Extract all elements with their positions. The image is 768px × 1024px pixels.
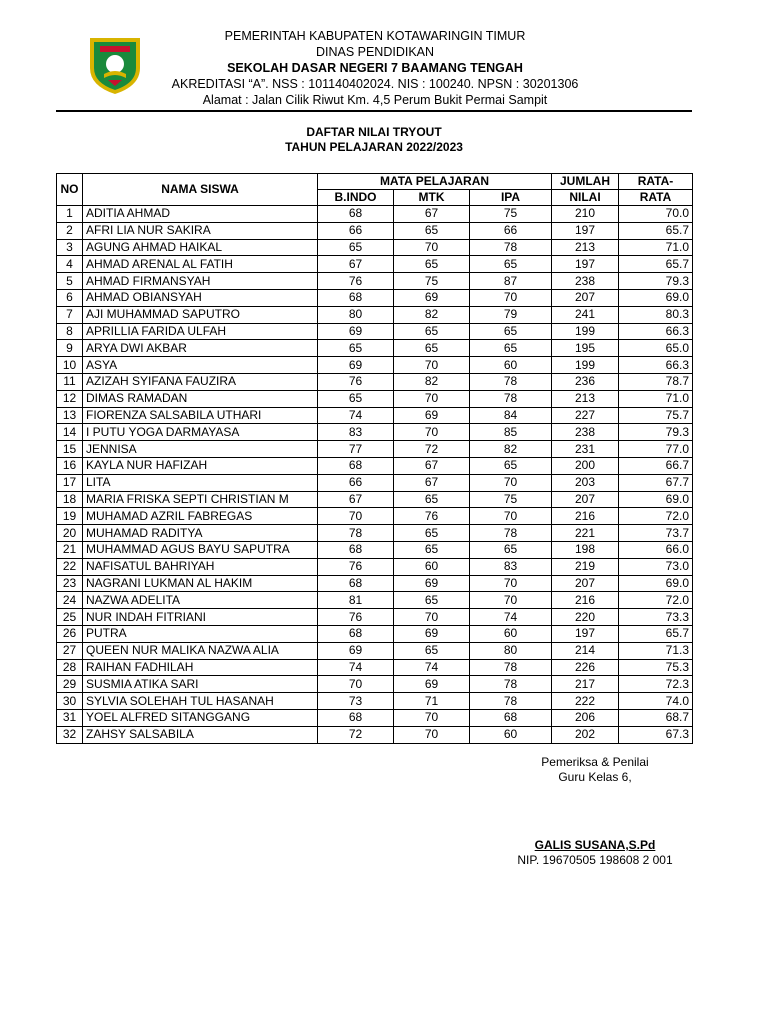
table-row <box>57 592 693 609</box>
cell-bindo: 65 <box>318 390 394 407</box>
cell-average: 72.0 <box>619 592 693 609</box>
cell-name: RAIHAN FADHILAH <box>83 659 318 676</box>
cell-mtk: 65 <box>394 256 470 273</box>
cell-ipa: 65 <box>470 340 552 357</box>
cell-bindo: 66 <box>318 222 394 239</box>
cell-average: 65.7 <box>619 222 693 239</box>
cell-average: 71.0 <box>619 390 693 407</box>
cell-average: 65.7 <box>619 625 693 642</box>
table-row <box>57 323 693 340</box>
cell-total: 197 <box>552 256 619 273</box>
cell-total: 216 <box>552 592 619 609</box>
table-row <box>57 693 693 710</box>
cell-name: NAFISATUL BAHRIYAH <box>83 558 318 575</box>
cell-name: MUHAMMAD AGUS BAYU SAPUTRA <box>83 541 318 558</box>
cell-total: 226 <box>552 659 619 676</box>
table-row <box>57 273 693 290</box>
table-row <box>57 407 693 424</box>
cell-name: AFRI LIA NUR SAKIRA <box>83 222 318 239</box>
cell-average: 70.0 <box>619 206 693 223</box>
cell-no: 1 <box>57 206 83 223</box>
cell-total: 207 <box>552 491 619 508</box>
cell-mtk: 70 <box>394 239 470 256</box>
cell-total: 236 <box>552 373 619 390</box>
department-name: DINAS PENDIDIKAN <box>315 45 435 59</box>
cell-no: 15 <box>57 441 83 458</box>
cell-bindo: 83 <box>318 424 394 441</box>
cell-no: 13 <box>57 407 83 424</box>
cell-bindo: 76 <box>318 558 394 575</box>
cell-total: 238 <box>552 273 619 290</box>
cell-average: 79.3 <box>619 273 693 290</box>
header-total: JUMLAH <box>552 174 619 190</box>
cell-total: 198 <box>552 541 619 558</box>
cell-ipa: 60 <box>470 726 552 743</box>
cell-average: 78.7 <box>619 373 693 390</box>
cell-bindo: 68 <box>318 541 394 558</box>
cell-mtk: 65 <box>394 525 470 542</box>
cell-ipa: 70 <box>470 592 552 609</box>
table-row <box>57 642 693 659</box>
cell-ipa: 74 <box>470 609 552 626</box>
cell-ipa: 78 <box>470 676 552 693</box>
cell-ipa: 60 <box>470 625 552 642</box>
cell-ipa: 78 <box>470 390 552 407</box>
cell-average: 77.0 <box>619 441 693 458</box>
cell-no: 26 <box>57 625 83 642</box>
header-total-2: NILAI <box>552 190 619 206</box>
header-subjects: MATA PELAJARAN <box>318 174 552 190</box>
cell-name: NUR INDAH FITRIANI <box>83 609 318 626</box>
cell-average: 69.0 <box>619 491 693 508</box>
cell-total: 210 <box>552 206 619 223</box>
cell-mtk: 70 <box>394 609 470 626</box>
table-row <box>57 441 693 458</box>
table-row <box>57 289 693 306</box>
cell-bindo: 68 <box>318 709 394 726</box>
table-row <box>57 340 693 357</box>
cell-bindo: 65 <box>318 340 394 357</box>
cell-name: ARYA DWI AKBAR <box>83 340 318 357</box>
cell-ipa: 78 <box>470 693 552 710</box>
cell-bindo: 77 <box>318 441 394 458</box>
cell-average: 75.3 <box>619 659 693 676</box>
cell-bindo: 68 <box>318 289 394 306</box>
cell-average: 71.0 <box>619 239 693 256</box>
cell-no: 20 <box>57 525 83 542</box>
cell-total: 203 <box>552 474 619 491</box>
table-row <box>57 558 693 575</box>
government-name: PEMERINTAH KABUPATEN KOTAWARINGIN TIMUR <box>224 29 526 43</box>
cell-no: 29 <box>57 676 83 693</box>
cell-ipa: 85 <box>470 424 552 441</box>
cell-name: SYLVIA SOLEHAH TUL HASANAH <box>83 693 318 710</box>
cell-name: DIMAS RAMADAN <box>83 390 318 407</box>
cell-bindo: 65 <box>318 239 394 256</box>
cell-average: 72.0 <box>619 508 693 525</box>
table-row <box>57 239 693 256</box>
cell-total: 195 <box>552 340 619 357</box>
regency-crest-icon <box>86 34 144 96</box>
cell-ipa: 78 <box>470 525 552 542</box>
table-row <box>57 206 693 223</box>
cell-no: 24 <box>57 592 83 609</box>
header-ipa: IPA <box>470 190 552 206</box>
cell-no: 25 <box>57 609 83 626</box>
cell-ipa: 70 <box>470 575 552 592</box>
cell-bindo: 73 <box>318 693 394 710</box>
cell-no: 7 <box>57 306 83 323</box>
cell-no: 9 <box>57 340 83 357</box>
cell-ipa: 70 <box>470 474 552 491</box>
cell-ipa: 83 <box>470 558 552 575</box>
school-name: SEKOLAH DASAR NEGERI 7 BAAMANG TENGAH <box>227 61 523 75</box>
cell-name: LITA <box>83 474 318 491</box>
table-row <box>57 659 693 676</box>
cell-no: 8 <box>57 323 83 340</box>
cell-mtk: 82 <box>394 373 470 390</box>
cell-mtk: 67 <box>394 474 470 491</box>
cell-bindo: 66 <box>318 474 394 491</box>
cell-name: AHMAD FIRMANSYAH <box>83 273 318 290</box>
cell-average: 69.0 <box>619 289 693 306</box>
cell-name: FIORENZA SALSABILA UTHARI <box>83 407 318 424</box>
cell-mtk: 65 <box>394 592 470 609</box>
cell-mtk: 65 <box>394 323 470 340</box>
cell-total: 222 <box>552 693 619 710</box>
cell-ipa: 75 <box>470 206 552 223</box>
cell-name: MARIA FRISKA SEPTI CHRISTIAN M <box>83 491 318 508</box>
cell-mtk: 69 <box>394 289 470 306</box>
cell-total: 238 <box>552 424 619 441</box>
cell-mtk: 70 <box>394 726 470 743</box>
signature-name-block <box>480 838 710 868</box>
cell-name: JENNISA <box>83 441 318 458</box>
grades-table <box>56 173 693 744</box>
cell-mtk: 60 <box>394 558 470 575</box>
cell-ipa: 78 <box>470 239 552 256</box>
table-row <box>57 541 693 558</box>
cell-no: 3 <box>57 239 83 256</box>
cell-average: 69.0 <box>619 575 693 592</box>
cell-bindo: 80 <box>318 306 394 323</box>
cell-no: 14 <box>57 424 83 441</box>
document-titles <box>56 125 692 155</box>
cell-ipa: 75 <box>470 491 552 508</box>
cell-bindo: 70 <box>318 508 394 525</box>
cell-average: 66.3 <box>619 357 693 374</box>
cell-no: 2 <box>57 222 83 239</box>
cell-ipa: 65 <box>470 541 552 558</box>
cell-bindo: 69 <box>318 323 394 340</box>
cell-mtk: 74 <box>394 659 470 676</box>
document-title: DAFTAR NILAI TRYOUT <box>306 125 442 139</box>
cell-ipa: 84 <box>470 407 552 424</box>
cell-ipa: 87 <box>470 273 552 290</box>
cell-mtk: 75 <box>394 273 470 290</box>
table-row <box>57 676 693 693</box>
cell-average: 79.3 <box>619 424 693 441</box>
cell-name: AJI MUHAMMAD SAPUTRO <box>83 306 318 323</box>
cell-no: 11 <box>57 373 83 390</box>
cell-ipa: 68 <box>470 709 552 726</box>
cell-average: 80.3 <box>619 306 693 323</box>
cell-bindo: 70 <box>318 676 394 693</box>
cell-ipa: 70 <box>470 289 552 306</box>
cell-mtk: 69 <box>394 575 470 592</box>
cell-no: 22 <box>57 558 83 575</box>
cell-total: 197 <box>552 222 619 239</box>
cell-mtk: 69 <box>394 625 470 642</box>
table-row <box>57 390 693 407</box>
cell-no: 19 <box>57 508 83 525</box>
accreditation-line: AKREDITASI “A”. NSS : 101140402024. NIS : 100240. NPSN : 30201306 <box>171 77 579 91</box>
cell-total: 207 <box>552 575 619 592</box>
table-row <box>57 222 693 239</box>
cell-ipa: 78 <box>470 659 552 676</box>
table-row <box>57 491 693 508</box>
cell-ipa: 78 <box>470 373 552 390</box>
cell-no: 31 <box>57 709 83 726</box>
table-row <box>57 357 693 374</box>
address-line: Alamat : Jalan Cilik Riwut Km. 4,5 Perum Bukit Permai Sampit <box>202 93 548 107</box>
cell-average: 66.7 <box>619 457 693 474</box>
cell-total: 221 <box>552 525 619 542</box>
cell-total: 199 <box>552 357 619 374</box>
cell-bindo: 68 <box>318 206 394 223</box>
header-mtk: MTK <box>394 190 470 206</box>
cell-bindo: 81 <box>318 592 394 609</box>
cell-name: PUTRA <box>83 625 318 642</box>
cell-name: YOEL ALFRED SITANGGANG <box>83 709 318 726</box>
cell-bindo: 69 <box>318 357 394 374</box>
cell-mtk: 69 <box>394 407 470 424</box>
table-row <box>57 508 693 525</box>
cell-mtk: 65 <box>394 340 470 357</box>
cell-name: APRILLIA FARIDA ULFAH <box>83 323 318 340</box>
cell-mtk: 70 <box>394 357 470 374</box>
signature-role: Pemeriksa & Penilai <box>541 755 649 769</box>
cell-name: SUSMIA ATIKA SARI <box>83 676 318 693</box>
letterhead <box>150 28 600 108</box>
cell-total: 202 <box>552 726 619 743</box>
cell-mtk: 70 <box>394 709 470 726</box>
cell-mtk: 65 <box>394 222 470 239</box>
cell-no: 5 <box>57 273 83 290</box>
cell-total: 206 <box>552 709 619 726</box>
cell-mtk: 69 <box>394 676 470 693</box>
cell-name: ADITIA AHMAD <box>83 206 318 223</box>
cell-mtk: 65 <box>394 642 470 659</box>
cell-average: 73.3 <box>619 609 693 626</box>
cell-total: 217 <box>552 676 619 693</box>
table-row <box>57 525 693 542</box>
cell-bindo: 74 <box>318 407 394 424</box>
cell-average: 68.7 <box>619 709 693 726</box>
table-row <box>57 726 693 743</box>
table-row <box>57 625 693 642</box>
cell-no: 16 <box>57 457 83 474</box>
cell-name: AHMAD ARENAL AL FATIH <box>83 256 318 273</box>
cell-average: 74.0 <box>619 693 693 710</box>
cell-no: 32 <box>57 726 83 743</box>
cell-total: 227 <box>552 407 619 424</box>
cell-average: 66.3 <box>619 323 693 340</box>
cell-bindo: 76 <box>318 373 394 390</box>
cell-average: 66.0 <box>619 541 693 558</box>
cell-ipa: 66 <box>470 222 552 239</box>
table-row <box>57 457 693 474</box>
cell-total: 216 <box>552 508 619 525</box>
cell-ipa: 79 <box>470 306 552 323</box>
grades-table-body <box>57 206 693 744</box>
cell-total: 220 <box>552 609 619 626</box>
cell-total: 213 <box>552 239 619 256</box>
cell-total: 200 <box>552 457 619 474</box>
cell-no: 4 <box>57 256 83 273</box>
cell-name: KAYLA NUR HAFIZAH <box>83 457 318 474</box>
cell-no: 10 <box>57 357 83 374</box>
cell-mtk: 65 <box>394 541 470 558</box>
cell-bindo: 78 <box>318 525 394 542</box>
cell-mtk: 67 <box>394 206 470 223</box>
cell-name: QUEEN NUR MALIKA NAZWA ALIA <box>83 642 318 659</box>
cell-no: 12 <box>57 390 83 407</box>
cell-no: 18 <box>57 491 83 508</box>
cell-mtk: 67 <box>394 457 470 474</box>
cell-no: 28 <box>57 659 83 676</box>
cell-no: 21 <box>57 541 83 558</box>
cell-name: MUHAMAD AZRIL FABREGAS <box>83 508 318 525</box>
cell-mtk: 82 <box>394 306 470 323</box>
cell-ipa: 70 <box>470 508 552 525</box>
cell-no: 23 <box>57 575 83 592</box>
signer-name: GALIS SUSANA,S.Pd <box>534 838 656 852</box>
cell-name: NAGRANI LUKMAN AL HAKIM <box>83 575 318 592</box>
cell-name: ZAHSY SALSABILA <box>83 726 318 743</box>
table-row <box>57 424 693 441</box>
cell-average: 73.7 <box>619 525 693 542</box>
cell-no: 30 <box>57 693 83 710</box>
cell-mtk: 71 <box>394 693 470 710</box>
cell-average: 71.3 <box>619 642 693 659</box>
signature-position: Guru Kelas 6, <box>558 770 632 784</box>
cell-name: AHMAD OBIANSYAH <box>83 289 318 306</box>
cell-ipa: 82 <box>470 441 552 458</box>
cell-average: 67.7 <box>619 474 693 491</box>
cell-ipa: 65 <box>470 323 552 340</box>
table-row <box>57 474 693 491</box>
cell-average: 65.7 <box>619 256 693 273</box>
cell-ipa: 80 <box>470 642 552 659</box>
cell-name: MUHAMAD RADITYA <box>83 525 318 542</box>
cell-total: 219 <box>552 558 619 575</box>
table-row <box>57 373 693 390</box>
cell-bindo: 74 <box>318 659 394 676</box>
signer-nip: NIP. 19670505 198608 2 001 <box>517 853 673 867</box>
cell-total: 199 <box>552 323 619 340</box>
cell-bindo: 67 <box>318 491 394 508</box>
header-name: NAMA SISWA <box>83 174 318 206</box>
cell-bindo: 67 <box>318 256 394 273</box>
header-average-2: RATA <box>619 190 693 206</box>
cell-mtk: 72 <box>394 441 470 458</box>
cell-name: I PUTU YOGA DARMAYASA <box>83 424 318 441</box>
cell-bindo: 72 <box>318 726 394 743</box>
cell-bindo: 76 <box>318 273 394 290</box>
cell-bindo: 68 <box>318 575 394 592</box>
document-subtitle: TAHUN PELAJARAN 2022/2023 <box>285 140 463 154</box>
cell-ipa: 65 <box>470 457 552 474</box>
signature-block <box>480 755 710 785</box>
cell-name: AGUNG AHMAD HAIKAL <box>83 239 318 256</box>
cell-average: 75.7 <box>619 407 693 424</box>
header-bindo: B.INDO <box>318 190 394 206</box>
cell-bindo: 69 <box>318 642 394 659</box>
cell-total: 214 <box>552 642 619 659</box>
cell-name: NAZWA ADELITA <box>83 592 318 609</box>
table-row <box>57 609 693 626</box>
cell-mtk: 76 <box>394 508 470 525</box>
cell-average: 67.3 <box>619 726 693 743</box>
letterhead-divider <box>56 110 692 112</box>
cell-mtk: 70 <box>394 424 470 441</box>
table-row <box>57 306 693 323</box>
cell-total: 213 <box>552 390 619 407</box>
cell-mtk: 65 <box>394 491 470 508</box>
cell-total: 207 <box>552 289 619 306</box>
table-row <box>57 256 693 273</box>
table-row <box>57 575 693 592</box>
cell-no: 6 <box>57 289 83 306</box>
cell-bindo: 76 <box>318 609 394 626</box>
cell-total: 231 <box>552 441 619 458</box>
cell-no: 27 <box>57 642 83 659</box>
cell-average: 73.0 <box>619 558 693 575</box>
cell-bindo: 68 <box>318 457 394 474</box>
cell-ipa: 65 <box>470 256 552 273</box>
cell-name: ASYA <box>83 357 318 374</box>
header-no: NO <box>57 174 83 206</box>
cell-total: 241 <box>552 306 619 323</box>
cell-mtk: 70 <box>394 390 470 407</box>
cell-bindo: 68 <box>318 625 394 642</box>
cell-no: 17 <box>57 474 83 491</box>
header-average: RATA- <box>619 174 693 190</box>
cell-name: AZIZAH SYIFANA FAUZIRA <box>83 373 318 390</box>
cell-average: 65.0 <box>619 340 693 357</box>
cell-ipa: 60 <box>470 357 552 374</box>
cell-average: 72.3 <box>619 676 693 693</box>
cell-total: 197 <box>552 625 619 642</box>
table-row <box>57 709 693 726</box>
